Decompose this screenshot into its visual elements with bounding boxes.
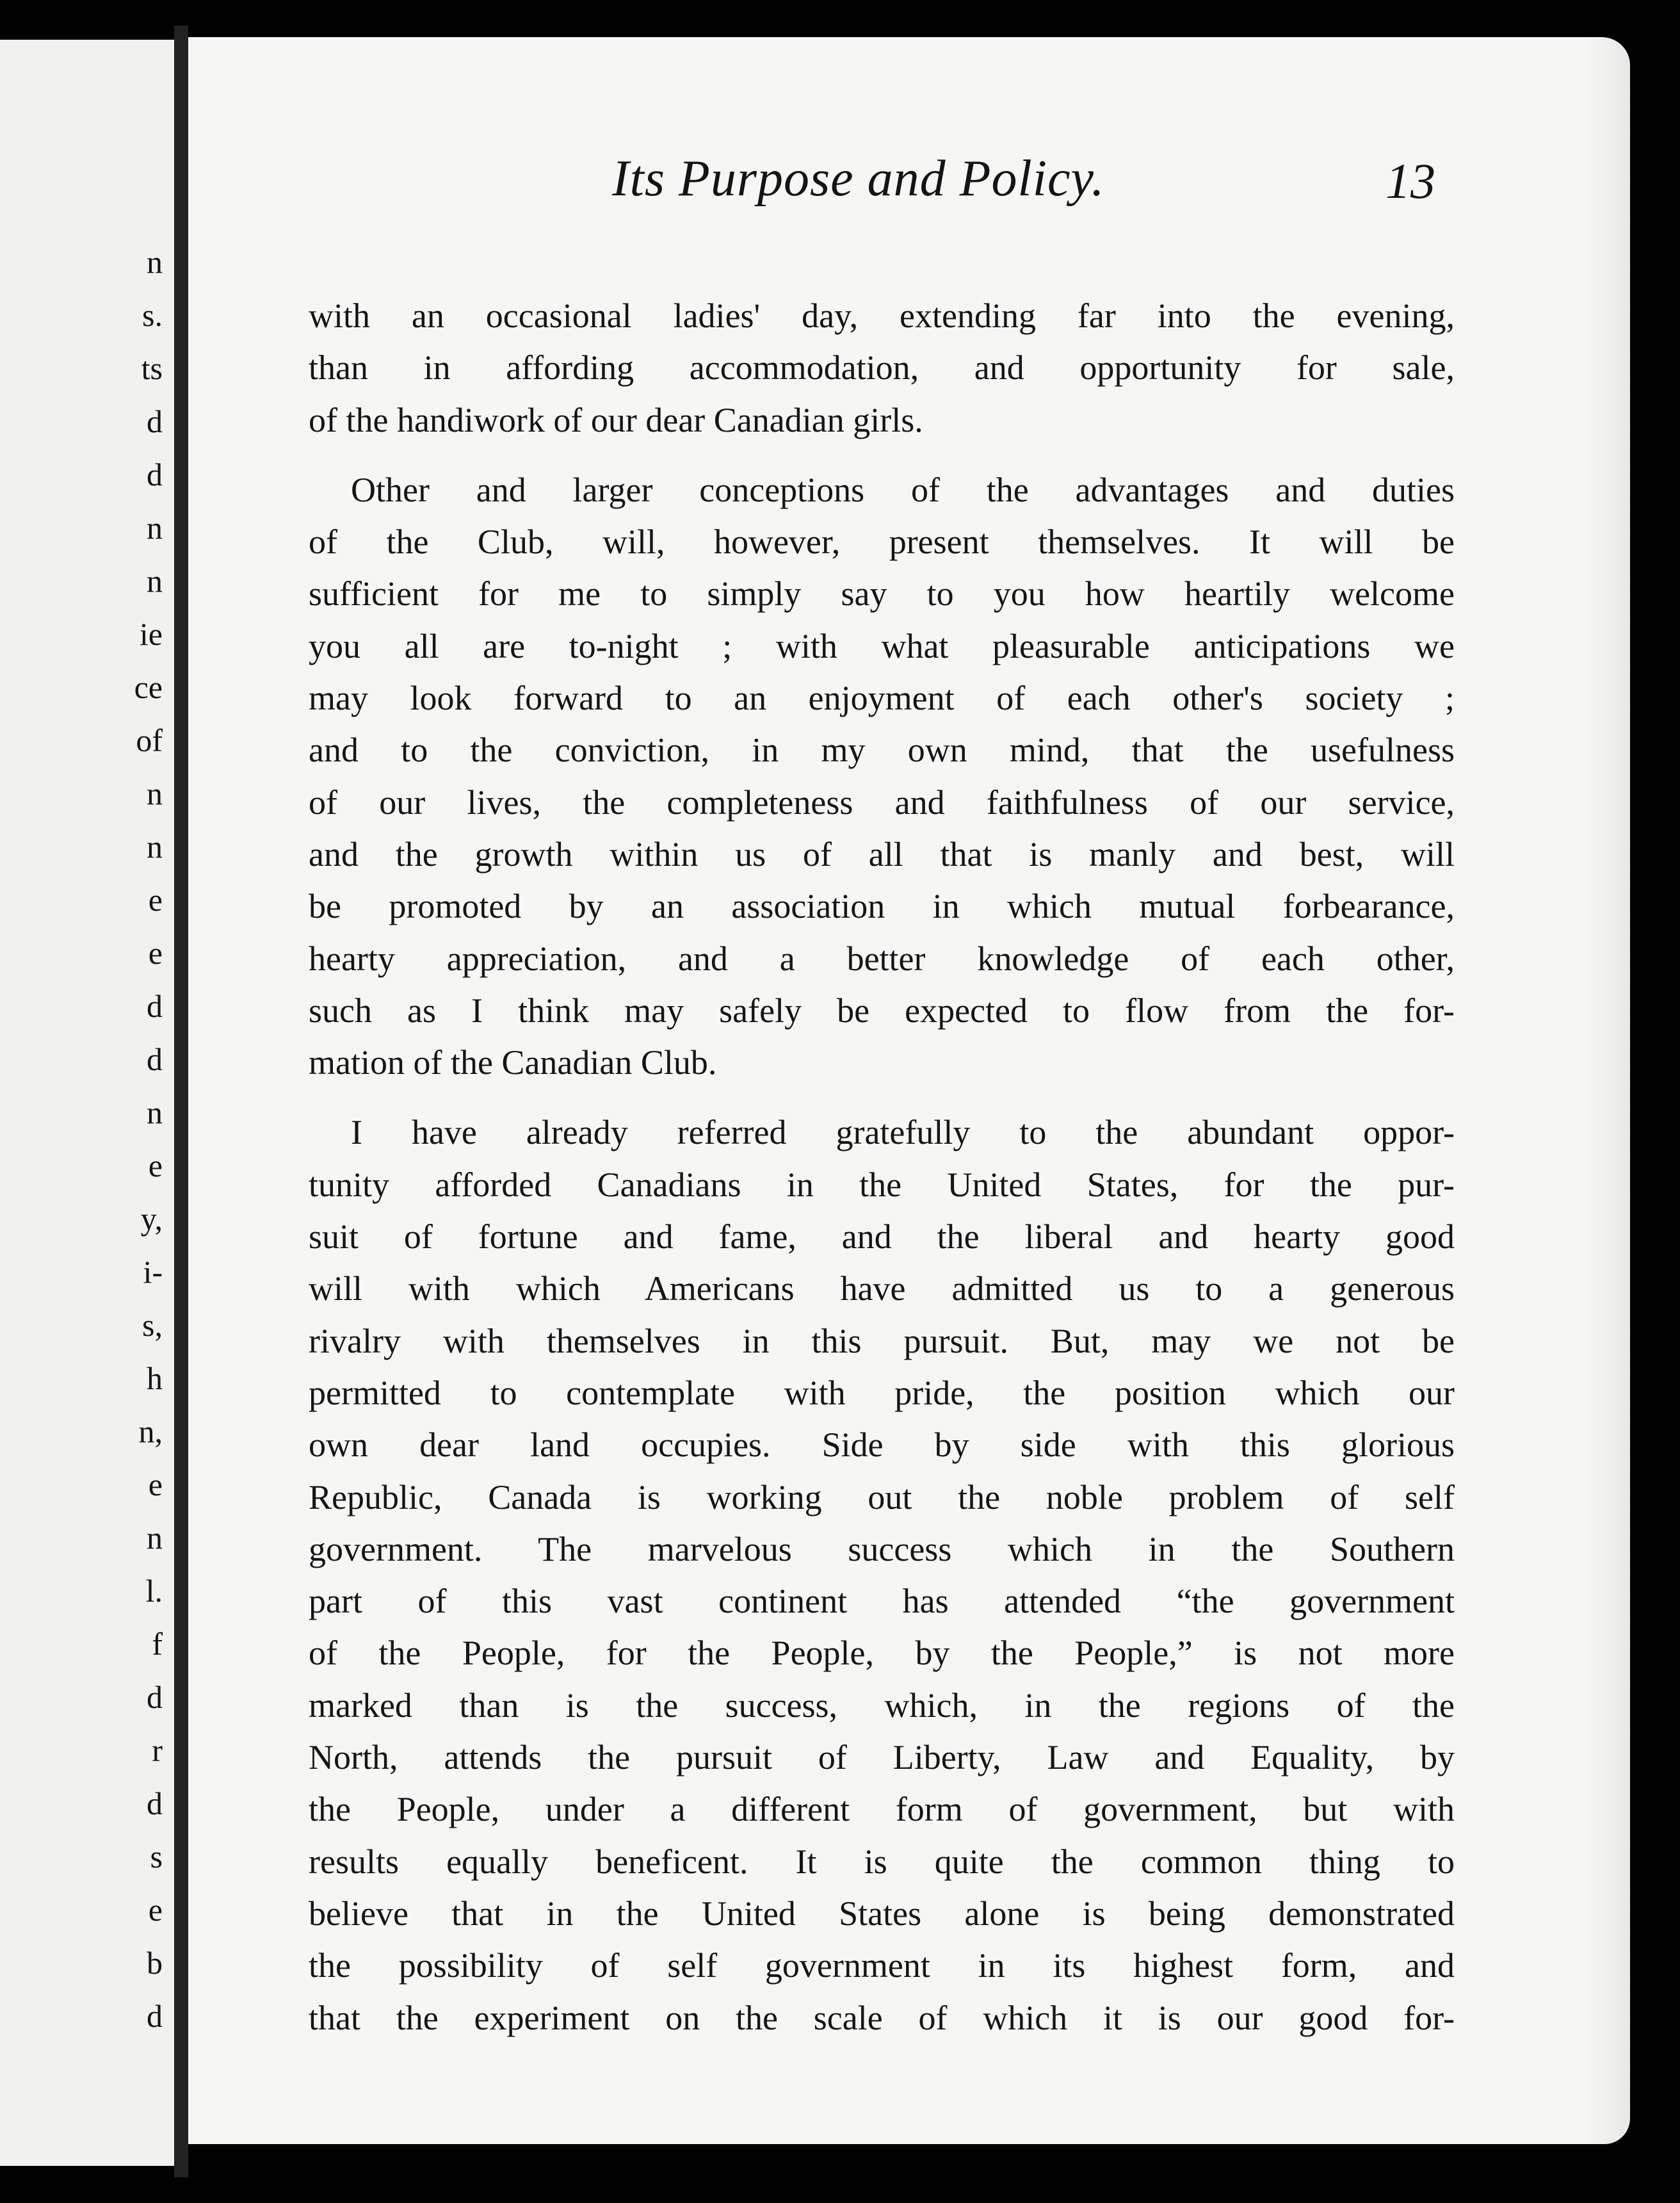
text-line: government. The marvelous success which in the Southern bbox=[309, 1529, 1455, 1568]
left-page-line-fragment: ie bbox=[139, 616, 163, 652]
page-number: 13 bbox=[1385, 153, 1435, 209]
left-page-line-fragment: d bbox=[147, 1679, 163, 1715]
text-line: and the growth within us of all that is manly and best, will bbox=[309, 834, 1455, 874]
left-page-line-fragment: ts bbox=[141, 350, 163, 386]
text-line: of the handiwork of our dear Canadian girls. bbox=[309, 400, 923, 439]
book-spine-gutter bbox=[174, 26, 188, 2177]
left-page-line-fragment: s, bbox=[142, 1307, 163, 1343]
left-page-line-fragment: d bbox=[147, 403, 163, 439]
left-page-line-fragment: e bbox=[148, 1892, 163, 1928]
left-page-line-fragment: d bbox=[147, 457, 163, 492]
running-title: Its Purpose and Policy. bbox=[612, 150, 1105, 207]
paragraph bbox=[309, 464, 1455, 1089]
left-page-line-fragment: n bbox=[147, 829, 163, 865]
left-page-line-fragment: l. bbox=[145, 1573, 163, 1609]
text-line: tunity afforded Canadians in the United States, for the pur- bbox=[309, 1165, 1455, 1204]
left-page-line-fragment: n bbox=[147, 1094, 163, 1130]
left-page-line-fragment: e bbox=[148, 935, 163, 971]
text-line: suit of fortune and fame, and the liberal and hearty good bbox=[309, 1217, 1455, 1256]
paragraph bbox=[309, 1107, 1455, 2044]
text-line: will with which Americans have admitted us to a generous bbox=[309, 1269, 1455, 1308]
text-line: believe that in the United States alone is being demonstrated bbox=[309, 1894, 1455, 1933]
book-page bbox=[188, 37, 1630, 2144]
text-line: and to the conviction, in my own mind, that the usefulness bbox=[309, 731, 1455, 770]
left-page-line-fragment: i- bbox=[143, 1254, 163, 1290]
text-line: the People, under a different form of government, but with bbox=[309, 1790, 1455, 1829]
left-page-line-fragment: ce bbox=[134, 669, 163, 705]
left-page-line-fragment: n bbox=[147, 1520, 163, 1556]
left-page-line-fragment: n bbox=[147, 776, 163, 811]
text-line: of the People, for the People, by the People,” is not more bbox=[309, 1634, 1455, 1673]
text-line: Republic, Canada is working out the noble problem of self bbox=[309, 1477, 1455, 1516]
text-line: the possibility of self government in its highest form, and bbox=[309, 1946, 1455, 1985]
left-page-line-fragment: of bbox=[136, 722, 163, 758]
left-page-line-fragment: d bbox=[147, 1041, 163, 1077]
text-line: of the Club, will, however, present themselves. It will be bbox=[309, 523, 1455, 562]
left-page-line-fragment: b bbox=[147, 1945, 163, 1981]
text-line: such as I think may safely be expected to flow from the for- bbox=[309, 991, 1455, 1030]
text-line: sufficient for me to simply say to you how heartily welcome bbox=[309, 574, 1455, 614]
text-line: of our lives, the completeness and faithfulness of our service, bbox=[309, 783, 1455, 822]
body-text bbox=[309, 290, 1455, 2062]
running-head bbox=[188, 150, 1630, 214]
text-line: permitted to contemplate with pride, the position which our bbox=[309, 1373, 1455, 1412]
left-page-line-fragment: d bbox=[147, 1998, 163, 2034]
left-page-line-fragment: n bbox=[147, 510, 163, 546]
left-page-line-fragment: n, bbox=[138, 1413, 163, 1449]
left-page-line-fragment: s. bbox=[142, 297, 163, 333]
text-line: hearty appreciation, and a better knowledge of each other, bbox=[309, 939, 1455, 978]
left-page-line-fragment: r bbox=[152, 1732, 163, 1768]
text-line: results equally beneficent. It is quite the common thing to bbox=[309, 1842, 1455, 1881]
left-page-line-fragment: e bbox=[148, 1467, 163, 1502]
facing-page-fragment bbox=[0, 40, 174, 2166]
text-line: than in affording accommodation, and opportunity for sale, bbox=[309, 348, 1455, 387]
text-line: North, attends the pursuit of Liberty, Law and Equality, by bbox=[309, 1738, 1455, 1777]
paragraph bbox=[309, 290, 1455, 446]
left-page-line-fragment: y, bbox=[140, 1201, 163, 1237]
text-line: I have already referred gratefully to the abundant oppor- bbox=[351, 1113, 1455, 1152]
text-line: part of this vast continent has attended “the government bbox=[309, 1582, 1455, 1621]
text-line: marked than is the success, which, in the regions of the bbox=[309, 1686, 1455, 1725]
left-page-line-fragment: n bbox=[147, 563, 163, 599]
left-page-line-fragment: h bbox=[147, 1360, 163, 1396]
left-page-line-fragment: s bbox=[150, 1839, 163, 1874]
left-page-line-fragment: n bbox=[147, 244, 163, 280]
text-line: may look forward to an enjoyment of each other's society ; bbox=[309, 679, 1455, 718]
left-page-line-fragment: f bbox=[152, 1626, 163, 1662]
left-page-line-fragment: d bbox=[147, 988, 163, 1024]
text-line: own dear land occupies. Side by side with this glorious bbox=[309, 1426, 1455, 1465]
left-page-line-fragment: e bbox=[148, 1148, 163, 1183]
text-line: that the experiment on the scale of which it is our good for- bbox=[309, 1998, 1455, 2037]
text-line: you all are to-night ; with what pleasurable anticipations we bbox=[309, 626, 1455, 665]
text-line: with an occasional ladies' day, extending far into the evening, bbox=[309, 297, 1455, 335]
text-line: be promoted by an association in which mutual forbearance, bbox=[309, 887, 1455, 926]
text-line: rivalry with themselves in this pursuit. But, may we not be bbox=[309, 1321, 1455, 1360]
text-line: mation of the Canadian Club. bbox=[309, 1043, 717, 1082]
text-line: Other and larger conceptions of the advantages and duties bbox=[351, 470, 1455, 509]
left-page-line-fragment: e bbox=[148, 882, 163, 918]
left-page-line-fragment: d bbox=[147, 1785, 163, 1821]
